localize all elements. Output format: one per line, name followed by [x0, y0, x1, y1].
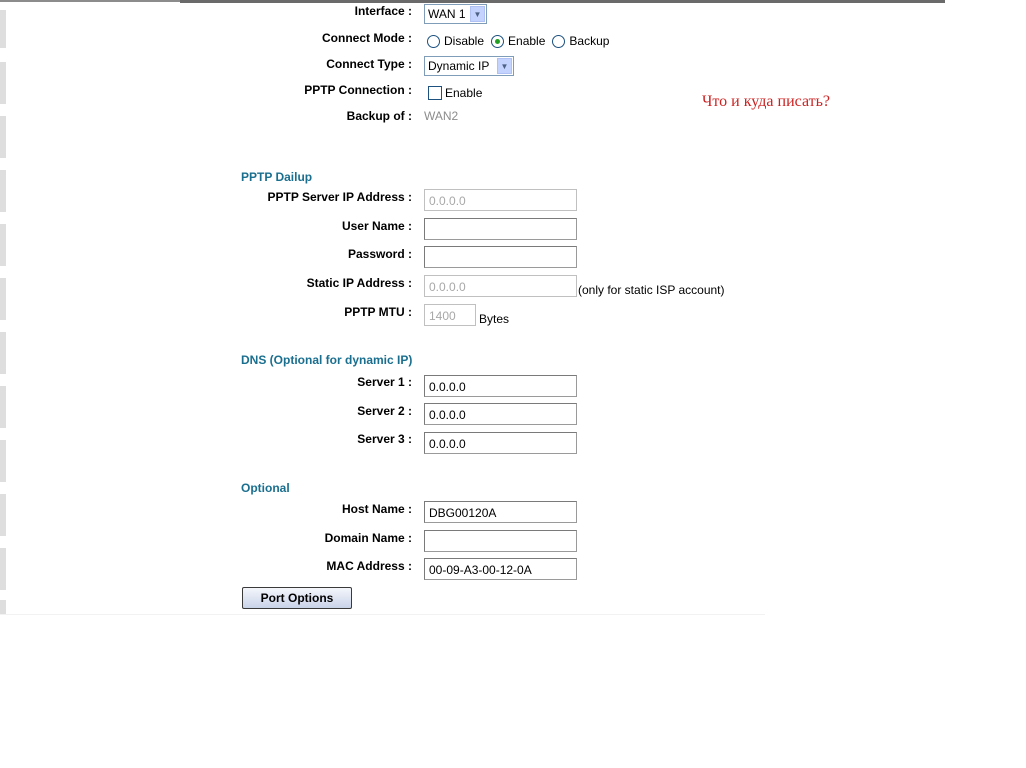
pptp-mtu-unit: Bytes	[479, 312, 510, 326]
mac-address-label: MAC Address :	[326, 559, 412, 573]
radio-enable-label: Enable	[508, 34, 546, 48]
static-ip-label: Static IP Address :	[306, 276, 412, 290]
dns-server2-input[interactable]: 0.0.0.0	[424, 403, 577, 425]
dns-server3-input[interactable]: 0.0.0.0	[424, 432, 577, 454]
left-frame-edge	[0, 0, 8, 615]
annotation-question: Что и куда писать?	[702, 93, 831, 110]
dns-server1-label: Server 1 :	[357, 375, 412, 389]
dns-server3-label: Server 3 :	[357, 432, 412, 446]
host-name-label: Host Name :	[341, 502, 412, 516]
dns-section-title: DNS (Optional for dynamic IP)	[241, 353, 413, 367]
connect-mode-disable[interactable]	[427, 34, 484, 48]
pptp-connection-enable-label: Enable	[445, 86, 483, 100]
pptp-mtu-input[interactable]: 1400	[424, 304, 476, 326]
radio-enable[interactable]	[491, 35, 504, 48]
backup-of-label: Backup of :	[346, 109, 412, 123]
user-name-input[interactable]	[424, 218, 577, 240]
radio-backup[interactable]	[552, 35, 565, 48]
password-label: Password :	[347, 247, 412, 261]
backup-of-value: WAN2	[424, 109, 459, 123]
dns-server1-input[interactable]: 0.0.0.0	[424, 375, 577, 397]
domain-name-input[interactable]	[424, 530, 577, 552]
optional-section-title: Optional	[241, 481, 290, 495]
connect-mode-backup[interactable]	[552, 34, 609, 48]
pptp-server-ip-input[interactable]: 0.0.0.0	[424, 189, 577, 211]
port-options-button[interactable]: Port Options	[242, 587, 352, 609]
radio-backup-label: Backup	[569, 34, 610, 48]
pptp-mtu-label: PPTP MTU :	[344, 305, 412, 319]
radio-disable-label: Disable	[444, 34, 485, 48]
connect-type-select[interactable]	[424, 56, 514, 76]
static-ip-input[interactable]: 0.0.0.0	[424, 275, 577, 297]
pptp-section-title: PPTP Dailup	[241, 170, 313, 184]
page-bottom-edge	[0, 614, 765, 615]
connect-mode-radio-group	[427, 34, 616, 48]
dns-server2-label: Server 2 :	[357, 404, 412, 418]
password-input[interactable]	[424, 246, 577, 268]
user-name-label: User Name :	[341, 219, 412, 233]
chevron-down-icon[interactable]: ▼	[497, 58, 512, 74]
pptp-connection-label: PPTP Connection :	[304, 83, 412, 97]
interface-value: WAN 1	[428, 7, 466, 21]
interface-label: Interface :	[354, 4, 412, 18]
connect-type-label: Connect Type :	[326, 57, 412, 71]
connect-type-value: Dynamic IP	[428, 59, 490, 73]
interface-select[interactable]	[424, 4, 487, 24]
chevron-down-icon[interactable]: ▼	[470, 6, 485, 22]
checkbox-box[interactable]	[428, 86, 442, 100]
static-ip-note: (only for static ISP account)	[578, 283, 725, 297]
radio-disable[interactable]	[427, 35, 440, 48]
domain-name-label: Domain Name :	[324, 531, 412, 545]
connect-mode-label: Connect Mode :	[322, 31, 412, 45]
pptp-connection-checkbox[interactable]	[428, 86, 482, 100]
host-name-input[interactable]: DBG00120A	[424, 501, 577, 523]
pptp-server-ip-label: PPTP Server IP Address :	[267, 190, 412, 204]
mac-address-input[interactable]: 00-09-A3-00-12-0A	[424, 558, 577, 580]
top-border-frame	[180, 0, 945, 3]
connect-mode-enable[interactable]	[491, 34, 545, 48]
